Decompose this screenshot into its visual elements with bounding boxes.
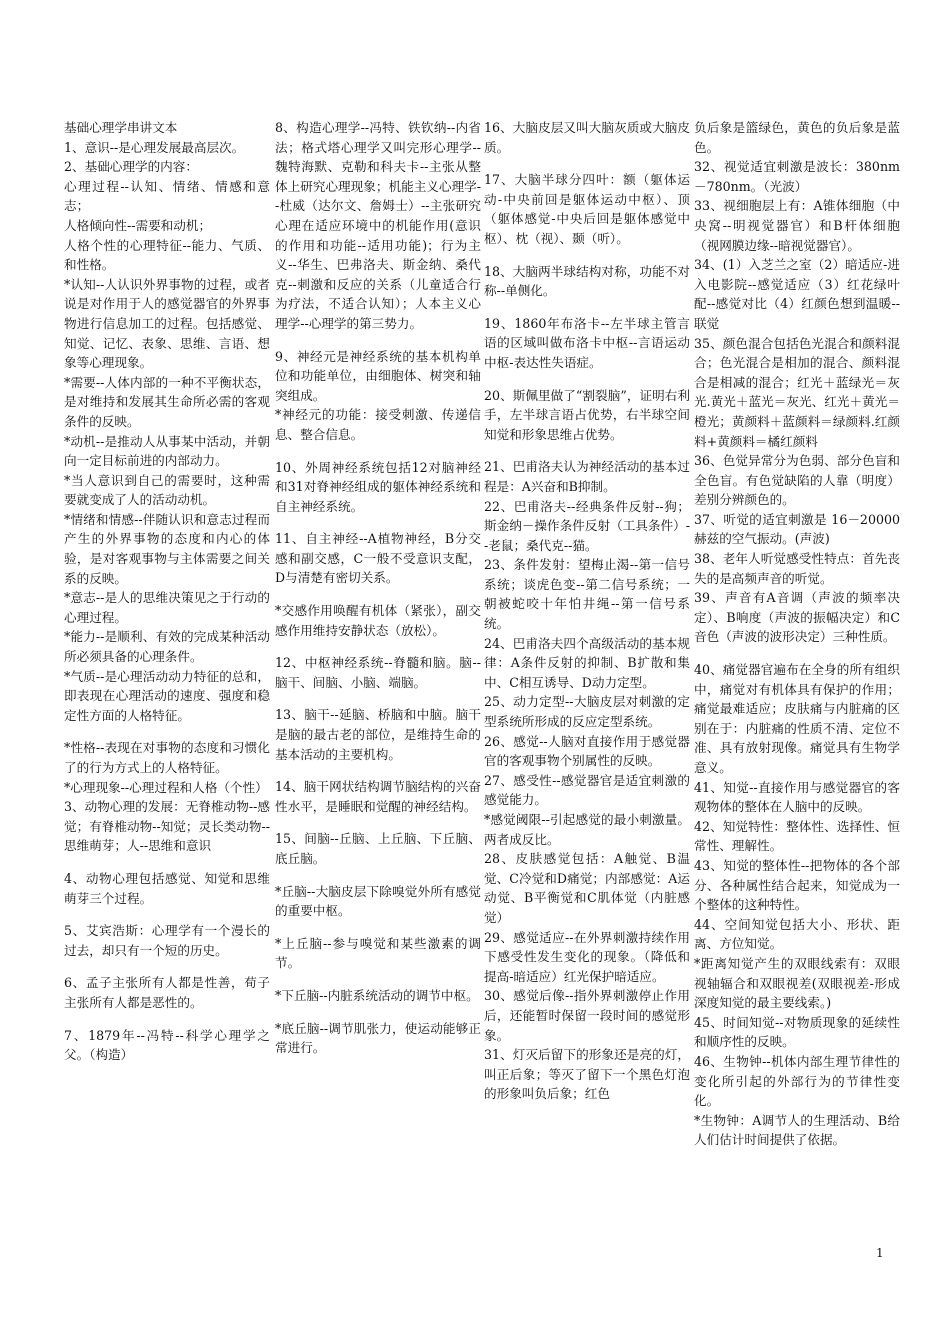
paragraph: *丘脑--大脑皮层下除嗅觉外所有感觉的重要中枢。: [275, 883, 481, 919]
paragraph: *意志--是人的思维决策见之于行动的心理过程。: [64, 590, 270, 625]
paragraph: 24、巴甫洛夫四个高级活动的基本规律：A条件反射的抑制、B扩散和集中、C相互诱导、D动力定型。: [484, 635, 690, 690]
document-title: 基础心理学串讲文本: [64, 120, 178, 135]
paragraph: 31、灯灭后留下的形象还是亮的灯，叫正后象；等灭了留下一个黑色灯泡的形象叫负后象；红色: [484, 1047, 690, 1102]
text-column-3: [484, 118, 690, 1258]
paragraph: 26、感觉--人脑对直接作用于感觉器官的客观事物个别属性的反映。: [484, 733, 690, 769]
paragraph: *心理现象--心理过程和人格（个性）: [64, 779, 268, 795]
paragraph: *神经元的功能：接受刺激、传递信息、整合信息。: [275, 407, 481, 442]
paragraph: 9、神经元是神经系统的基本机构单位和功能单位，由细胞体、树突和轴突组成。: [275, 348, 481, 403]
paragraph-spacer: [275, 869, 481, 882]
paragraph-spacer: [484, 301, 690, 314]
paragraph: *情绪和情感--伴随认识和意志过程而产生的外界事物的态度和内心的体验，是对客观事物与主体需要之间关系的反映。: [64, 511, 270, 586]
paragraph: *需要--人体内部的一种不平衡状态，是对维持和发展其生命所必需的客观条件的反映。: [64, 374, 270, 429]
paragraph-spacer: [275, 640, 481, 653]
text-column-1: [64, 118, 270, 1258]
paragraph-spacer: [275, 445, 481, 458]
paragraph: 22、巴甫洛夫--经典条件反射--狗；斯金纳－操作条件反射（工具条件）--老鼠；桑代克--猫。: [484, 498, 690, 553]
paragraph: 23、条件发射：望梅止渴--第一信号系统；谈虎色变--第二信号系统；一朝被蛇咬十年怕井绳--第一信号系统。: [484, 557, 690, 632]
paragraph: *性格--表现在对事物的态度和习惯化了的行为方式上的人格特征。: [64, 740, 270, 775]
paragraph: 10、外周神经系统包括12对脑神经和31对脊神经组成的躯体神经系统和自主神经系统。: [275, 459, 481, 514]
paragraph-spacer: [275, 764, 481, 777]
paragraph-spacer: [275, 921, 481, 934]
paragraph: 2、基础心理学的内容：: [64, 159, 198, 175]
paragraph: 16、大脑皮层又叫大脑灰质或大脑皮质。: [484, 120, 690, 155]
paragraph: *生物钟：A调节人的生理活动、B给人们估计时间提供了依据。: [694, 1112, 900, 1148]
paragraph: 29、感觉适应--在外界刺激持续作用下感受性发生变化的现象。（降低和提高-暗适应）红光保护暗适应。: [484, 929, 690, 984]
paragraph: *上丘脑--参与嗅觉和某些激素的调节。: [275, 935, 481, 971]
paragraph-spacer: [64, 1013, 270, 1026]
paragraph: 8、构造心理学--冯特、铁钦纳--内省法；格式塔心理学又叫完形心理学--魏特海默、克勒和科夫卡--主张从整体上研究心理现象；机能主义心理学--杜威（达尔文、詹姆士）--主张研究心理在适应环境中的机能作用(意识的作用和功能--适用功能)；行为主义--华生、巴弗洛夫、斯金纳、桑代克--刺激和反应的关系（儿童适合行为疗法，不适合认知）；人本主义心理学--心理学的第三势力。: [275, 120, 481, 331]
paragraph-spacer: [275, 973, 481, 986]
page-number: 1: [876, 1246, 884, 1260]
paragraph-spacer: [275, 692, 481, 705]
paragraph: 21、巴甫洛夫认为神经活动的基本过程是：A兴奋和B抑制。: [484, 459, 690, 494]
paragraph: 32、视觉适宜刺激是波长：380nm－780nm。（光波）: [694, 159, 900, 194]
paragraph: 17、大脑半球分四叶：额（躯体运动-中央前回是躯体运动中枢）、顶（躯体感觉-中央后回是躯体感觉中枢）、枕（视）、颞（听）。: [484, 172, 690, 246]
paragraph: 45、时间知觉--对物质现象的延续性和顺序性的反映。: [694, 1014, 900, 1050]
paragraph: 38、老年人听觉感受性特点：首先丧失的是高频声音的听觉。: [694, 551, 900, 586]
paragraph: *能力--是顺利、有效的完成某种活动所必须具备的心理条件。: [64, 629, 270, 665]
paragraph: 39、声音有A音调（声波的频率决定）、B响度（声波的振幅决定）和C音色（声波的波形决定）三种性质。: [694, 590, 900, 645]
paragraph-spacer: [275, 816, 481, 829]
paragraph: *当人意识到自己的需要时，这种需要就变成了人的活动动机。: [64, 472, 270, 508]
paragraph: 5、艾宾浩斯：心理学有一个漫长的过去，却只有一个短的历史。: [64, 923, 270, 958]
paragraph-spacer: [275, 516, 481, 529]
paragraph-spacer: [484, 249, 690, 262]
paragraph: 46、生物钟--机体内部生理节律性的变化所引起的外部行为的节律性变化。: [694, 1053, 900, 1109]
paragraph-spacer: [484, 157, 690, 170]
paragraph: 13、脑干--延脑、桥脑和中脑。脑干是脑的最古老的部位，是维持生命的基本活动的主要机构。: [275, 707, 481, 762]
paragraph: 19、1860年布洛卡--左半球主管言语的区域叫做布洛卡中枢--言语运动中枢-表达性失语症。: [484, 315, 690, 370]
paragraph: 37、听觉的适宜刺激是 16－20000赫兹的空气振动。(声波): [694, 511, 900, 547]
paragraph: 7、1879年--冯特--科学心理学之父。（构造）: [64, 1027, 270, 1063]
paragraph-spacer: [484, 444, 690, 457]
paragraph: 4、动物心理包括感觉、知觉和思维萌芽三个过程。: [64, 870, 270, 906]
paragraph: 11、自主神经--A植物神经，B分交感和副交感，C一般不受意识支配，D与清楚有密切关系。: [275, 531, 481, 586]
text-column-4: [694, 118, 900, 1258]
paragraph-spacer: [275, 588, 481, 601]
paragraph: *交感作用唤醒有机体（紧张），副交感作用维持安静状态（放松）。: [275, 603, 481, 638]
paragraph: 负后象是篮绿色，黄色的负后象是蓝色。: [694, 120, 900, 155]
paragraph: 14、脑干网状结构调节脑结构的兴奋性水平，是睡眠和觉醒的神经结构。: [275, 779, 481, 814]
paragraph: 44、空间知觉包括大小、形状、距离、方位知觉。: [694, 916, 900, 952]
paragraph: *动机--是推动人从事某中活动，并朝向一定目标前进的内部动力。: [64, 433, 270, 469]
paragraph: 33、视细胞层上有：A锥体细胞（中央窝--明视觉器官）和B杆体细胞（视网膜边缘--暗视觉器官）。: [694, 198, 900, 253]
paragraph-spacer: [64, 856, 270, 869]
paragraph: 3、动物心理的发展：无脊椎动物--感觉；有脊椎动物--知觉；灵长类动物--思维萌芽；人--思维和意识: [64, 799, 270, 854]
paragraph-spacer: [484, 373, 690, 386]
paragraph: 人格倾向性--需要和动机；: [64, 217, 212, 233]
paragraph: 15、间脑--丘脑、上丘脑、下丘脑、底丘脑。: [275, 831, 481, 866]
paragraph: *底丘脑--调节肌张力，使运动能够正常进行。: [275, 1020, 481, 1056]
paragraph: 40、痛觉器官遍布在全身的所有组织中，痛觉对有机体具有保护的作用；痛觉最难适应；皮肤痛与内脏痛的区别在于：内脏痛的性质不清、定位不准、具有放射现像。痛觉具有生物学意义。: [694, 662, 900, 775]
paragraph-spacer: [275, 1006, 481, 1019]
paragraph: *下丘脑--内脏系统活动的调节中枢。: [275, 987, 479, 1003]
paragraph: 30、感觉后像--指外界刺激停止作用后，还能暂时保留一段时间的感觉形象。: [484, 988, 690, 1043]
paragraph: *感觉阈限--引起感觉的最小刺激量。两者成反比。: [484, 812, 690, 847]
paragraph: 人格个性的心理特征--能力、气质、和性格。: [64, 237, 270, 273]
paragraph-spacer: [64, 960, 270, 973]
paragraph: 27、感受性--感觉器官是适宜刺激的感觉能力。: [484, 772, 690, 808]
paragraph: 18、大脑两半球结构对称，功能不对称--单侧化。: [484, 263, 690, 299]
paragraph-spacer: [64, 908, 270, 921]
paragraph: 心理过程--认知、情绪、情感和意志；: [64, 178, 270, 214]
paragraph-spacer: [64, 725, 270, 738]
paragraph: 42、知觉特性：整体性、选择性、恒常性、理解性。: [694, 818, 900, 854]
paragraph: 25、动力定型--大脑皮层对刺激的定型系统所形成的反应定型系统。: [484, 694, 690, 730]
paragraph: 12、中枢神经系统--脊髓和脑。脑--脑干、间脑、小脑、端脑。: [275, 655, 481, 690]
paragraph: 36、色觉异常分为色弱、部分色盲和全色盲。有色觉缺陷的人靠（明度）差别分辨颜色的。: [694, 453, 900, 508]
paragraph: *距离知觉产生的双眼线索有：双眼视轴辐合和双眼视差(双眼视差-形成深度知觉的最主要线索。): [694, 955, 900, 1011]
paragraph: 1、意识--是心理发展最高层次。: [64, 139, 245, 155]
paragraph-spacer: [694, 647, 900, 660]
paragraph: 28、皮肤感觉包括：A触觉、B温觉、C冷觉和D痛觉；内部感觉：A运动觉、B平衡觉和C肌体觉（内脏感觉）: [484, 851, 690, 925]
paragraph: *认知--人认识外界事物的过程，或者说是对作用于人的感觉器官的外界事物进行信息加工的过程。包括感觉、知觉、记忆、表象、思维、言语、想象等心理现象。: [64, 276, 270, 371]
paragraph: *气质--是心理活动动力特征的总和，即表现在心理活动的速度、强度和稳定性方面的人格特征。: [64, 668, 270, 723]
paragraph-spacer: [275, 334, 481, 347]
paragraph: 41、知觉--直接作用与感觉器官的客观物体的整体在人脑中的反映。: [694, 779, 900, 815]
paragraph: 34、(1）入芝兰之室（2）暗适应-进入电影院--感觉适应（3）红花绿叶配--感觉对比（4）红颜色想到温暖--联觉: [694, 257, 900, 331]
paragraph: 43、知觉的整体性--把物体的各个部分、各种属性结合起来，知觉成为一个整体的这种特性。: [694, 857, 900, 913]
text-column-2: [275, 118, 481, 1258]
paragraph: 20、斯佩里做了“割裂脑”，证明右利手，左半球言语占优势，右半球空间知觉和形象思维占优势。: [484, 387, 690, 442]
paragraph: 35、颜色混合包括色光混合和颜料混合；色光混合是相加的混合、颜料混合是相减的混合；红光＋蓝绿光＝灰光.黄光＋蓝光＝灰光、红光＋黄光＝橙光；黄颜料＋蓝颜料＝绿颜料.红颜料+黄颜料＝橘红颜料: [694, 335, 900, 449]
paragraph: 6、孟子主张所有人都是性善，荀子主张所有人都是恶性的。: [64, 975, 270, 1010]
